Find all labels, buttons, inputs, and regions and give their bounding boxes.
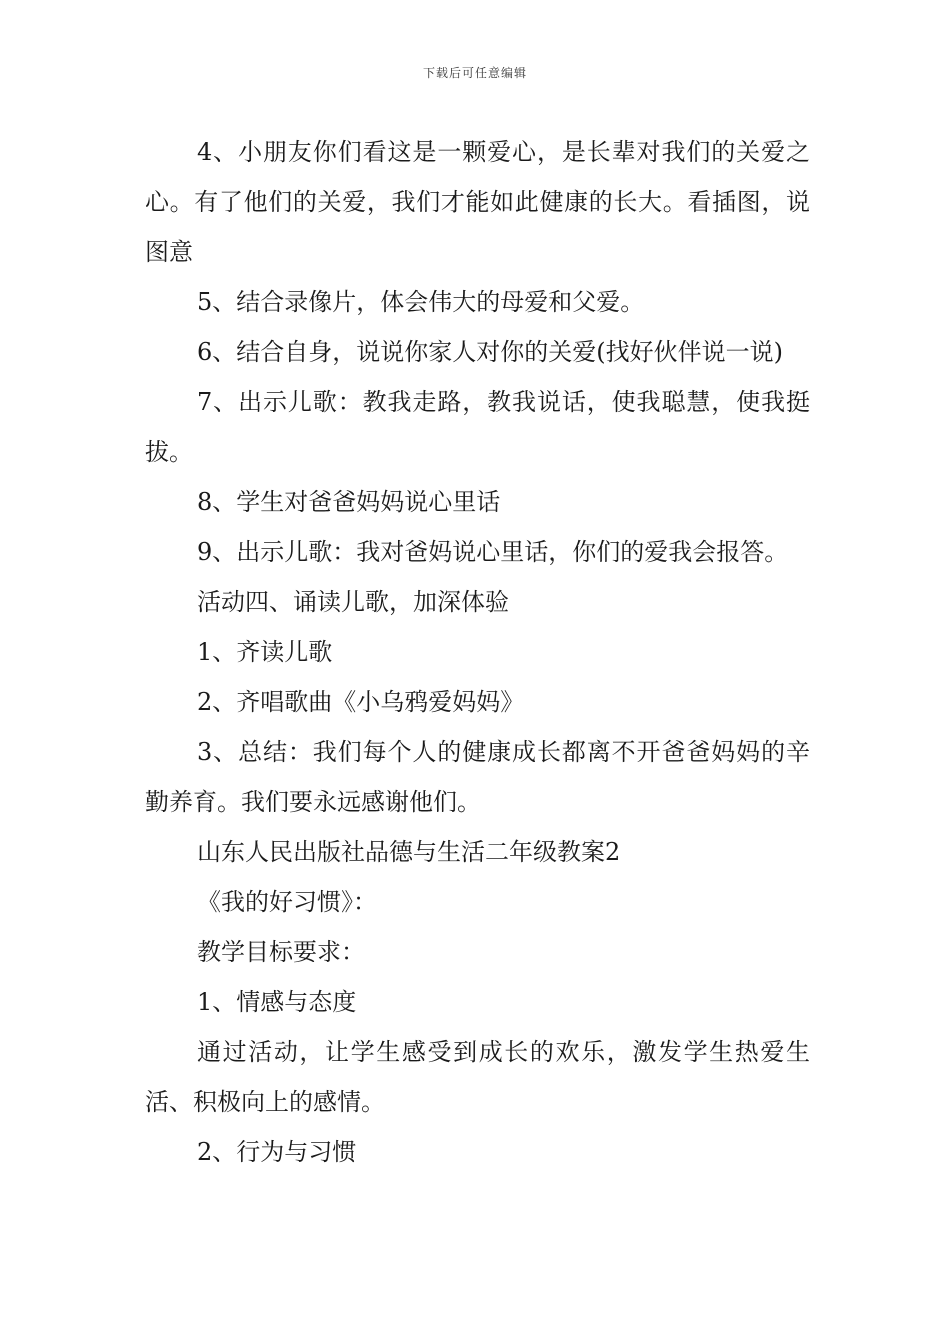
paragraph-8: 8、学生对爸爸妈妈说心里话 — [197, 488, 501, 516]
objective-1-text: 通过活动，让学生感受到成长的欢乐，激发学生热爱生活、积极向上的感情。 — [145, 1038, 810, 1116]
paragraph-5: 5、结合录像片，体会伟大的母爱和父爱。 — [197, 288, 645, 316]
objective-2-heading: 2、行为与习惯 — [197, 1138, 357, 1166]
paragraph-6: 6、结合自身，说说你家人对你的关爱(找好伙伴说一说) — [197, 338, 783, 366]
paragraph-activity-1: 1、齐读儿歌 — [197, 638, 333, 666]
section-heading-activity-4: 活动四、诵读儿歌，加深体验 — [197, 588, 509, 616]
paragraph-summary: 3、总结：我们每个人的健康成长都离不开爸爸妈妈的辛勤养育。我们要永远感谢他们。 — [145, 738, 810, 816]
lesson-plan-title: 山东人民出版社品德与生活二年级教案2 — [197, 838, 621, 866]
paragraph-7: 7、出示儿歌：教我走路，教我说话，使我聪慧，使我挺拔。 — [145, 388, 810, 466]
objectives-heading: 教学目标要求： — [197, 938, 365, 966]
page-header-note: 下载后可任意编辑 — [422, 66, 527, 80]
paragraph-9: 9、出示儿歌：我对爸妈说心里话，你们的爱我会报答。 — [197, 538, 789, 566]
lesson-topic: 《我的好习惯》： — [197, 888, 377, 916]
paragraph-activity-2: 2、齐唱歌曲《小乌鸦爱妈妈》 — [197, 688, 525, 716]
document-body — [145, 127, 810, 1177]
paragraph-4: 4、小朋友你们看这是一颗爱心，是长辈对我们的关爱之心。有了他们的关爱，我们才能如此健康的长大。看插图，说图意 — [145, 138, 810, 266]
objective-1-heading: 1、情感与态度 — [197, 988, 357, 1016]
